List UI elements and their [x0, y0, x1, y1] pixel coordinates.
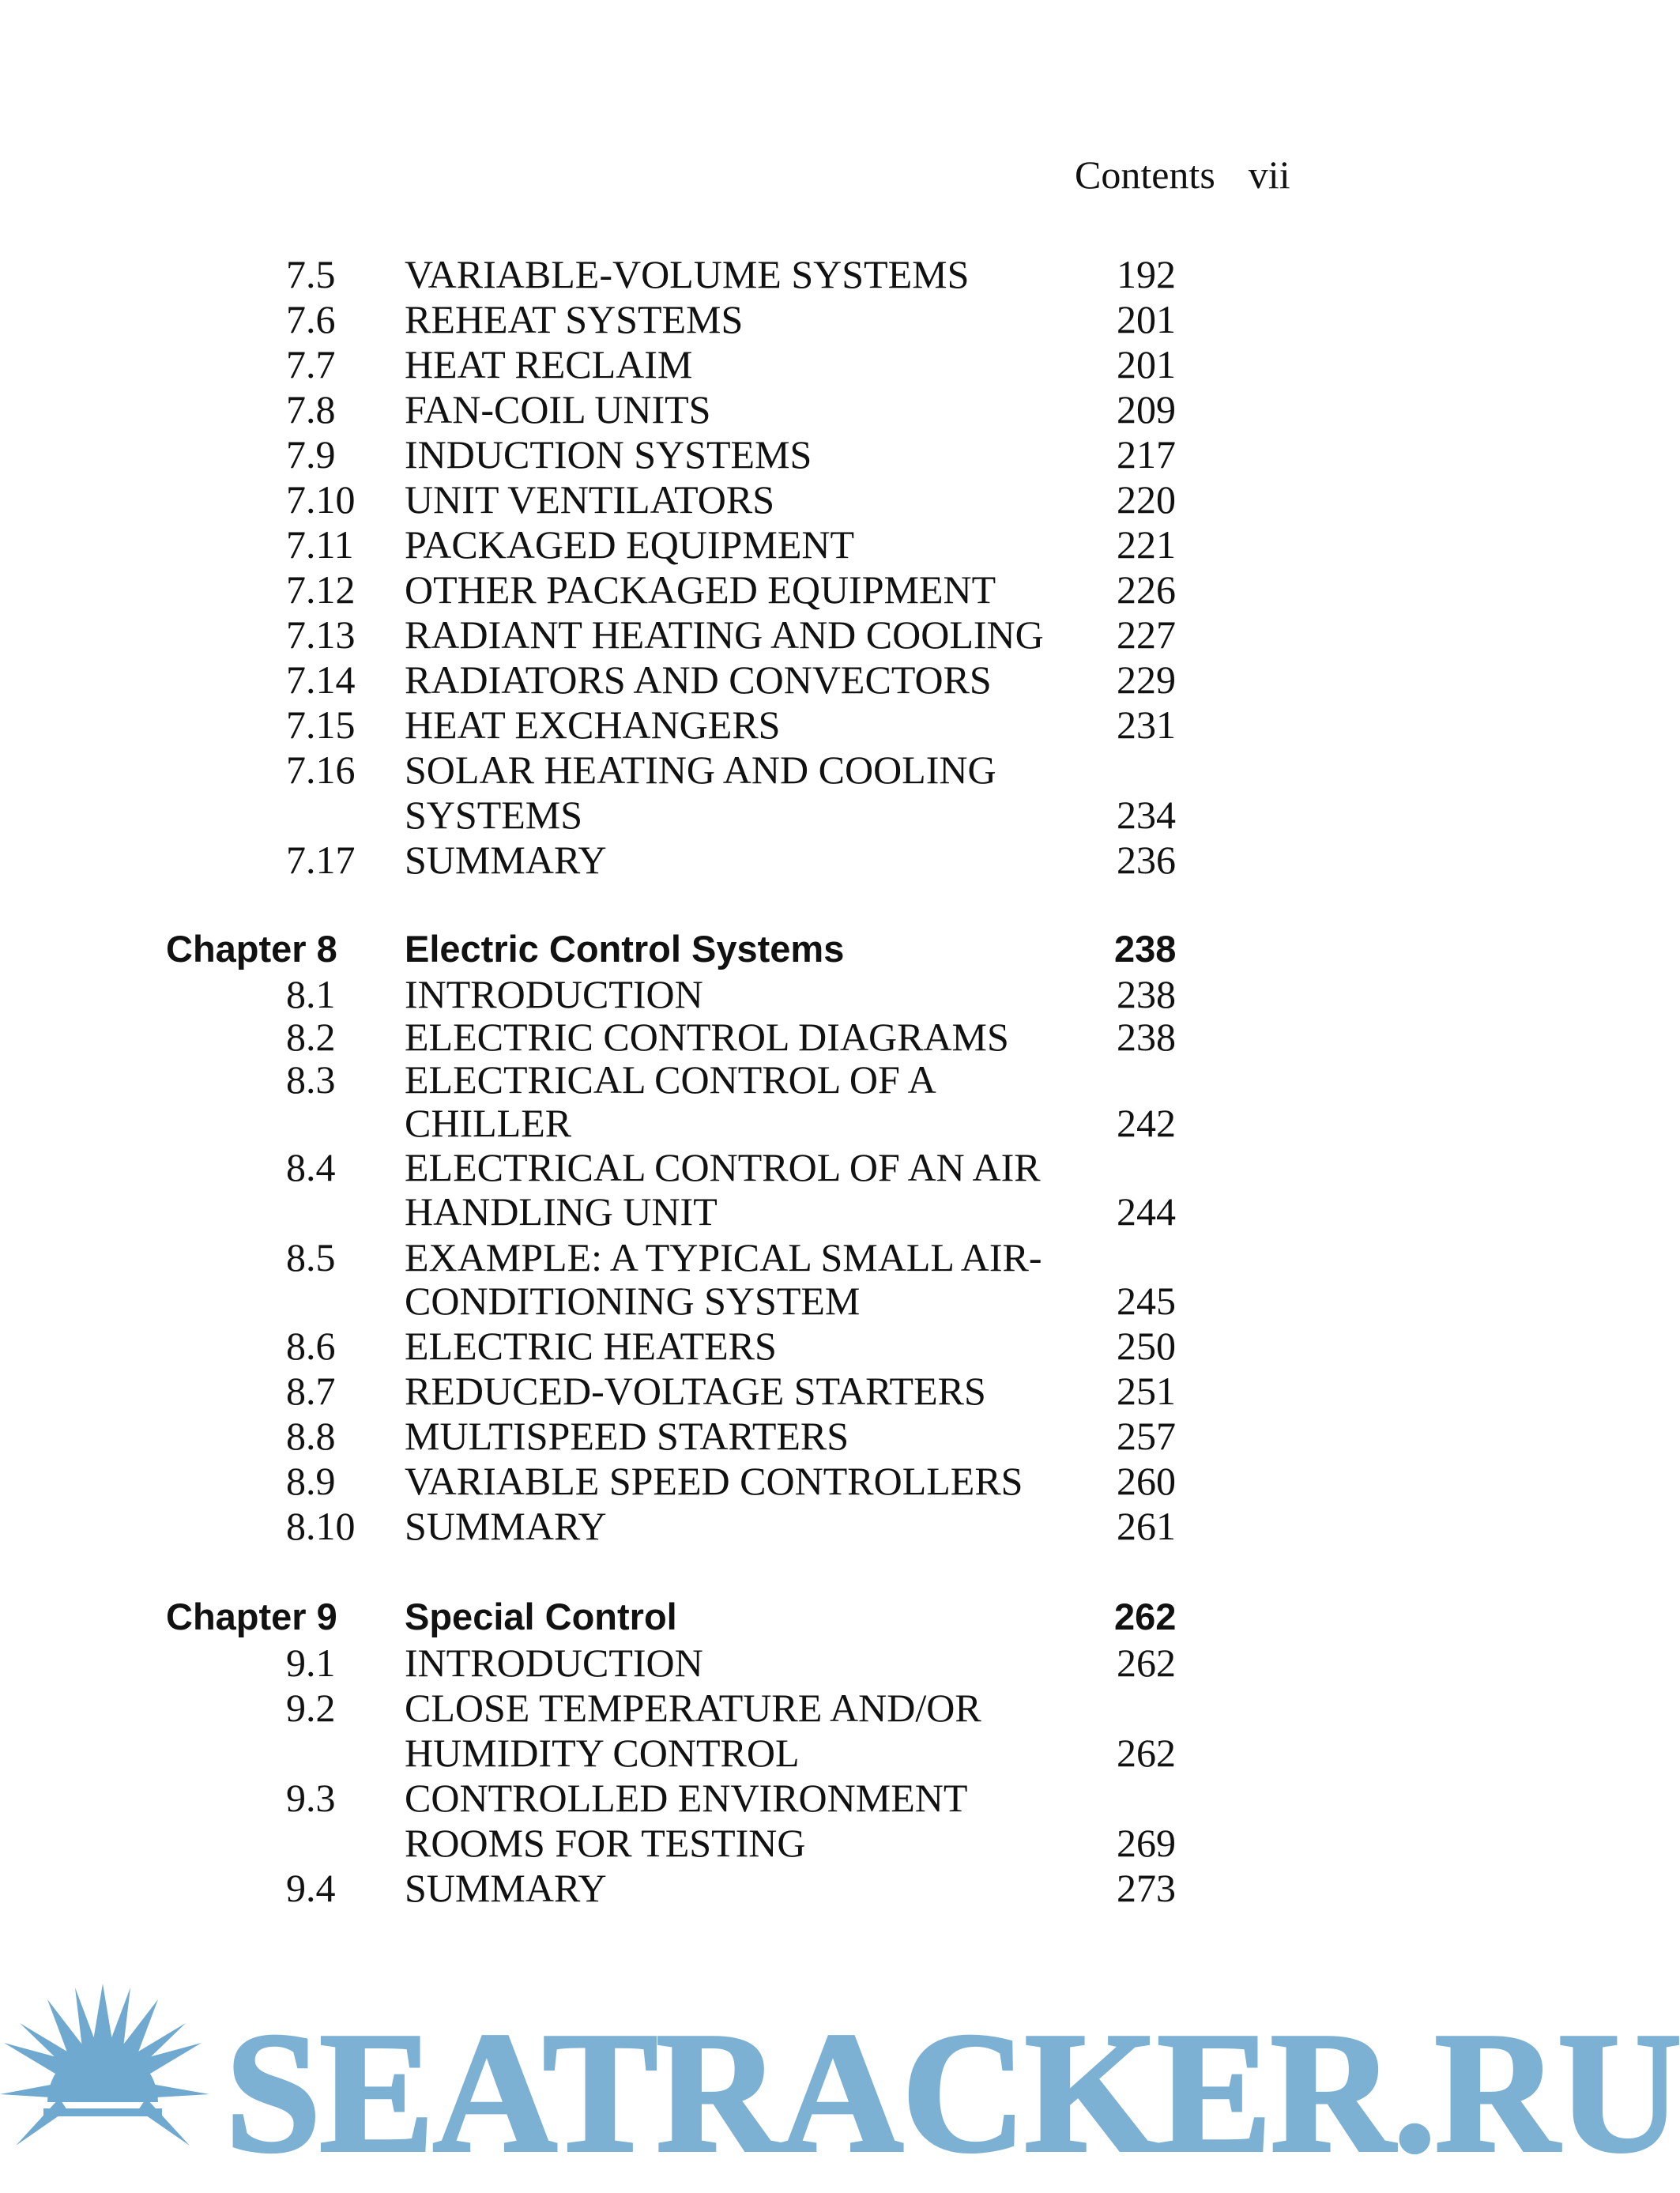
page-number: 221	[1117, 522, 1176, 567]
section-title: ELECTRIC HEATERS	[405, 1324, 777, 1368]
page-number: 273	[1117, 1866, 1176, 1910]
section-title: REDUCED-VOLTAGE STARTERS	[405, 1369, 986, 1413]
section-number: 8.6	[286, 1324, 336, 1368]
page-number: 226	[1117, 567, 1176, 612]
section-number: 8.9	[286, 1459, 336, 1503]
section-title: ROOMS FOR TESTING	[405, 1821, 806, 1865]
section-title: OTHER PACKAGED EQUIPMENT	[405, 567, 996, 612]
section-number: 8.2	[286, 1015, 336, 1059]
section-title: PACKAGED EQUIPMENT	[405, 522, 855, 567]
section-title: VARIABLE-VOLUME SYSTEMS	[405, 252, 970, 296]
page-number: 242	[1117, 1101, 1176, 1145]
section-title: RADIATORS AND CONVECTORS	[405, 658, 992, 702]
section-title: SUMMARY	[405, 838, 607, 882]
section-title: CONTROLLED ENVIRONMENT	[405, 1776, 968, 1820]
page-number: 250	[1117, 1324, 1176, 1368]
section-number: 9.4	[286, 1866, 336, 1910]
section-number: 7.15	[286, 703, 356, 747]
section-number: 7.7	[286, 342, 336, 386]
header-page-number: vii	[1248, 153, 1290, 197]
chapter-number: Chapter 9	[166, 1596, 337, 1637]
page-number: 227	[1117, 612, 1176, 657]
section-number: 7.8	[286, 387, 336, 431]
page-number: 236	[1117, 838, 1176, 882]
section-title: MULTISPEED STARTERS	[405, 1414, 849, 1458]
page-number: 260	[1117, 1459, 1176, 1503]
page-number: 262	[1117, 1641, 1176, 1685]
section-number: 8.4	[286, 1145, 336, 1189]
section-title: INTRODUCTION	[405, 1641, 703, 1685]
section-title: EXAMPLE: A TYPICAL SMALL AIR-	[405, 1235, 1042, 1279]
section-title: INTRODUCTION	[405, 972, 703, 1016]
section-number: 7.14	[286, 658, 356, 702]
section-number: 8.1	[286, 972, 336, 1016]
chapter-title: Special Control	[405, 1596, 677, 1637]
page-number: 261	[1117, 1504, 1176, 1548]
chapter-number: Chapter 8	[166, 928, 337, 970]
section-number: 7.5	[286, 252, 336, 296]
page-number: 251	[1117, 1369, 1176, 1413]
section-title: SUMMARY	[405, 1866, 607, 1910]
section-number: 9.2	[286, 1686, 336, 1730]
section-number: 7.6	[286, 297, 336, 341]
section-title: CLOSE TEMPERATURE AND/OR	[405, 1686, 981, 1730]
section-number: 8.3	[286, 1057, 336, 1102]
section-title: RADIANT HEATING AND COOLING	[405, 612, 1044, 657]
header-label: Contents	[1075, 153, 1215, 197]
page-number: 229	[1117, 658, 1176, 702]
section-title: INDUCTION SYSTEMS	[405, 432, 812, 477]
section-number: 7.16	[286, 748, 356, 792]
section-title: VARIABLE SPEED CONTROLLERS	[405, 1459, 1023, 1503]
section-title: HANDLING UNIT	[405, 1189, 718, 1234]
page-number: 201	[1117, 297, 1176, 341]
section-number: 9.3	[286, 1776, 336, 1820]
section-title: HEAT EXCHANGERS	[405, 703, 781, 747]
section-number: 7.11	[286, 522, 354, 567]
page-number: 231	[1117, 703, 1176, 747]
page-number: 209	[1117, 387, 1176, 431]
chapter-title: Electric Control Systems	[405, 928, 845, 970]
section-title: CONDITIONING SYSTEM	[405, 1279, 861, 1323]
section-number: 7.13	[286, 612, 356, 657]
page-number: 262	[1117, 1731, 1176, 1775]
section-number: 7.17	[286, 838, 356, 882]
section-title: ELECTRIC CONTROL DIAGRAMS	[405, 1015, 1009, 1059]
section-title: CHILLER	[405, 1101, 572, 1145]
section-number: 7.9	[286, 432, 336, 477]
page-number: 201	[1117, 342, 1176, 386]
section-number: 8.8	[286, 1414, 336, 1458]
sunburst-icon	[0, 1968, 229, 2193]
section-number: 7.12	[286, 567, 356, 612]
section-title: UNIT VENTILATORS	[405, 477, 775, 522]
page-number: 262	[1114, 1596, 1177, 1637]
section-title: HEAT RECLAIM	[405, 342, 693, 386]
running-header	[1075, 152, 1290, 198]
section-number: 8.7	[286, 1369, 336, 1413]
section-title: SYSTEMS	[405, 793, 583, 837]
section-number: 8.5	[286, 1235, 336, 1279]
page-number: 234	[1117, 793, 1176, 837]
section-title: ELECTRICAL CONTROL OF A	[405, 1057, 936, 1102]
section-title: HUMIDITY CONTROL	[405, 1731, 800, 1775]
section-title: SOLAR HEATING AND COOLING	[405, 748, 996, 792]
section-title: REHEAT SYSTEMS	[405, 297, 744, 341]
page-number: 245	[1117, 1279, 1176, 1323]
page-number: 238	[1117, 972, 1176, 1016]
watermark-text: SEATRACKER.RU	[225, 1998, 1680, 2188]
page-number: 192	[1117, 252, 1176, 296]
section-title: FAN-COIL UNITS	[405, 387, 711, 431]
section-number: 9.1	[286, 1641, 336, 1685]
page-number: 244	[1117, 1189, 1176, 1234]
section-title: ELECTRICAL CONTROL OF AN AIR	[405, 1145, 1041, 1189]
page-number: 217	[1117, 432, 1176, 477]
page-number: 220	[1117, 477, 1176, 522]
watermark	[0, 1968, 1680, 2193]
section-number: 7.10	[286, 477, 356, 522]
page-number: 269	[1117, 1821, 1176, 1865]
page-number: 238	[1117, 1015, 1176, 1059]
section-number: 8.10	[286, 1504, 356, 1548]
page-number: 238	[1114, 928, 1177, 970]
section-title: SUMMARY	[405, 1504, 607, 1548]
page-number: 257	[1117, 1414, 1176, 1458]
